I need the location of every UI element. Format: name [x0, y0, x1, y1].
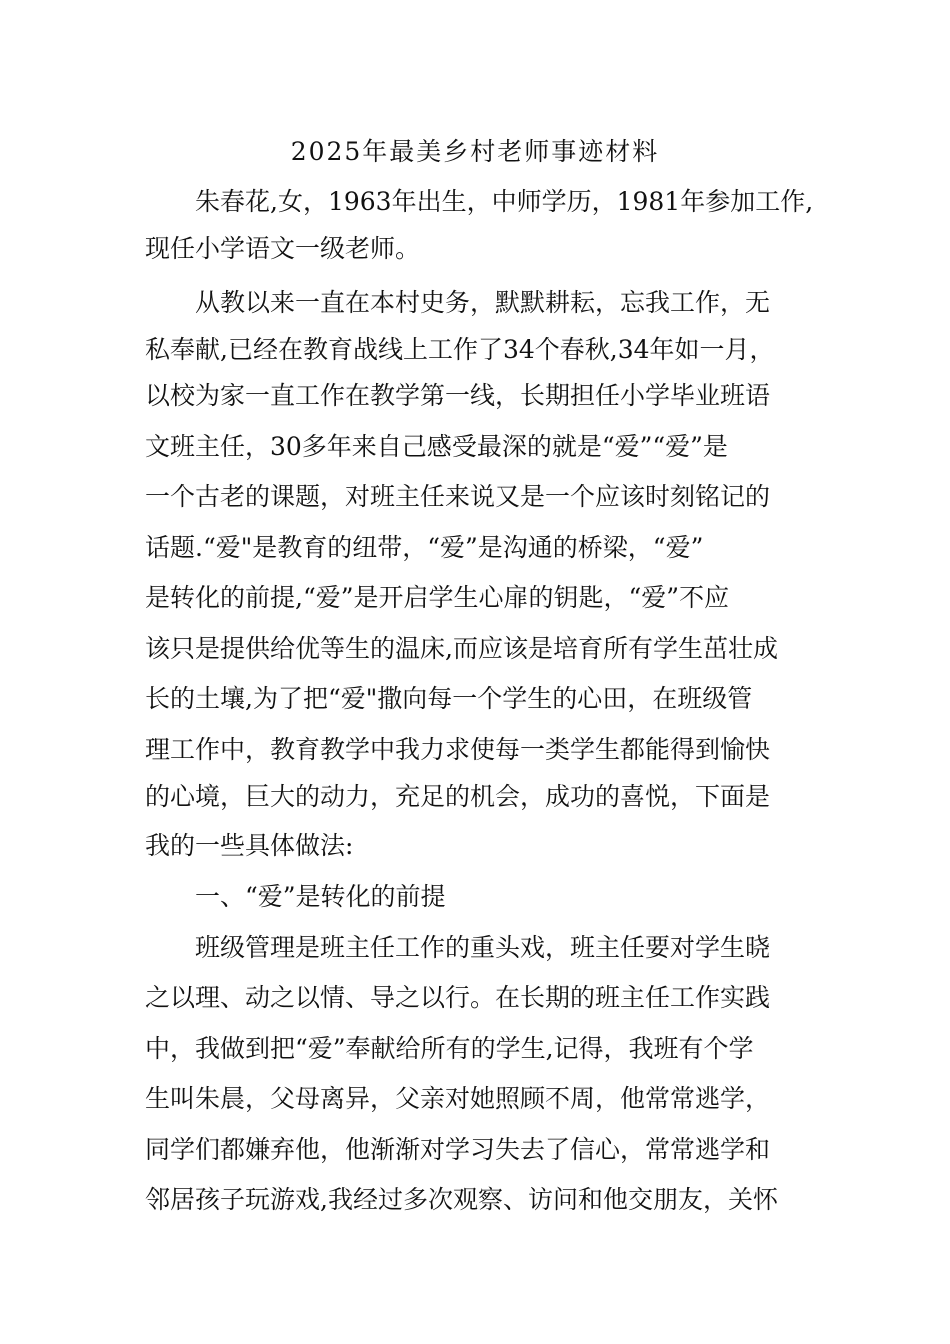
- text-line: 一个古老的课题，对班主任来说又是一个应该时刻铭记的: [145, 482, 771, 511]
- section-heading: 一、“爱”是转化的前提: [195, 882, 446, 911]
- text-line: 的心境，巨大的动力，充足的机会，成功的喜悦，下面是: [145, 782, 771, 811]
- document-title: 2025年最美乡村老师事迹材料: [290, 137, 660, 166]
- text-line: 长的土壤,为了把“爱"撒向每一个学生的心田，在班级管: [145, 684, 753, 713]
- text-line: 理工作中，教育教学中我力求使每一类学生都能得到愉快: [145, 735, 771, 764]
- text-line: 文班主任，30多年来自己感受最深的就是“爱”“爱”是: [145, 432, 728, 461]
- text-line: 邻居孩子玩游戏,我经过多次观察、访问和他交朋友，关怀: [145, 1185, 778, 1214]
- text-line: 话题.“爱"是教育的纽带，“爱”是沟通的桥梁，“爱”: [145, 533, 704, 562]
- text-line: 以校为家一直工作在教学第一线，长期担任小学毕业班语: [145, 381, 771, 410]
- text-line: 私奉献,已经在教育战线上工作了34个春秋,34年如一月，: [145, 335, 775, 364]
- text-line: 朱春花,女，1963年出生，中师学历，1981年参加工作,: [195, 187, 814, 216]
- text-line: 中，我做到把“爱”奉献给所有的学生,记得，我班有个学: [145, 1034, 754, 1063]
- text-line: 是转化的前提,“爱”是开启学生心扉的钥匙，“爱”不应: [145, 583, 730, 612]
- text-line: 我的一些具体做法:: [145, 831, 354, 860]
- text-line: 现任小学语文一级老师。: [145, 234, 421, 263]
- text-line: 同学们都嫌弃他，他渐渐对学习失去了信心，常常逃学和: [145, 1135, 771, 1164]
- text-line: 班级管理是班主任工作的重头戏，班主任要对学生晓: [195, 933, 771, 962]
- text-line: 该只是提供给优等生的温床,而应该是培育所有学生茁壮成: [145, 634, 778, 663]
- text-line: 之以理、动之以情、导之以行。在长期的班主任工作实践: [145, 983, 771, 1012]
- text-line: 生叫朱晨，父母离异，父亲对她照顾不周，他常常逃学，: [145, 1084, 771, 1113]
- text-line: 从教以来一直在本村史务，默默耕耘，忘我工作，无: [195, 288, 771, 317]
